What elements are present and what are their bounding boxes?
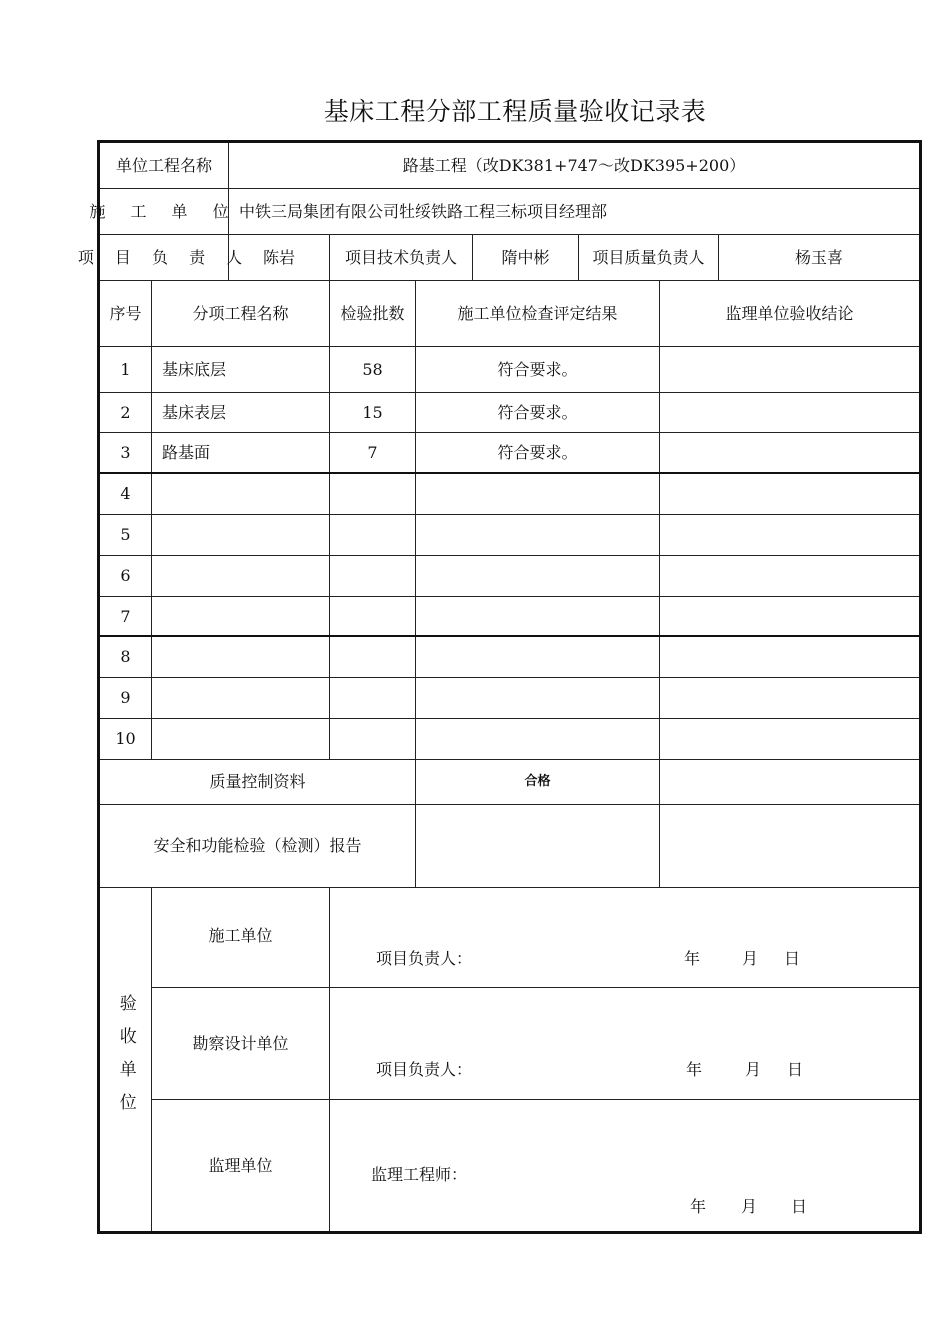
col-header-result: 施工单位检查评定结果 (415, 280, 660, 347)
design-signer: 项目负责人： (376, 1060, 473, 1079)
col-header-conclusion: 监理单位验收结论 (659, 280, 920, 347)
row-conclusion (659, 636, 920, 678)
row-name (151, 677, 330, 719)
design-year: 年 (686, 1060, 703, 1079)
safety-report-label: 安全和功能检验（检测）报告 (99, 804, 416, 888)
row-result (415, 718, 660, 760)
row-conclusion (659, 555, 920, 597)
row-no: 5 (99, 514, 152, 556)
row-name (151, 718, 330, 760)
design-sign-cell (329, 987, 920, 1100)
row-conclusion (659, 514, 920, 556)
tech-leader-label: 项目技术负责人 (329, 234, 473, 281)
row-no: 10 (99, 718, 152, 760)
row-conclusion (659, 677, 920, 719)
row-no: 4 (99, 473, 152, 515)
row-name (151, 636, 330, 678)
row-name (151, 596, 330, 637)
row-conclusion (659, 346, 920, 393)
row-result (415, 514, 660, 556)
row-conclusion (659, 596, 920, 637)
row-result: 符合要求。 (415, 432, 660, 474)
row-result: 符合要求。 (415, 392, 660, 433)
design-label: 勘察设计单位 (151, 987, 330, 1100)
row-batches: 15 (329, 392, 416, 433)
acceptance-label: 验收单位 (115, 993, 136, 1126)
row-name: 路基面 (151, 432, 330, 474)
construction-unit-label: 施 工 单 位 (99, 188, 229, 235)
row-batches (329, 677, 416, 719)
row-result (415, 596, 660, 637)
row-batches (329, 718, 416, 760)
row-no: 6 (99, 555, 152, 597)
row-conclusion (659, 392, 920, 433)
row-name (151, 514, 330, 556)
row-no: 1 (99, 346, 152, 393)
row-no: 7 (99, 596, 152, 637)
row-batches (329, 514, 416, 556)
project-leader-value: 陈岩 (228, 234, 330, 281)
row-conclusion (659, 473, 920, 515)
row-name (151, 555, 330, 597)
separator-line (99, 472, 920, 474)
acceptance-label-cell (99, 887, 152, 1232)
row-batches (329, 596, 416, 637)
safety-report-result (415, 804, 660, 888)
construction-label: 施工单位 (151, 887, 330, 988)
project-leader-label: 项 目 负 责 人 (99, 234, 229, 281)
design-month: 月 (745, 1060, 762, 1079)
page-title: 基床工程分部工程质量验收记录表 (323, 97, 707, 126)
row-batches: 7 (329, 432, 416, 474)
separator-line (99, 635, 920, 637)
row-batches (329, 555, 416, 597)
construction-sign-cell (329, 887, 920, 988)
quality-leader-label: 项目质量负责人 (578, 234, 719, 281)
row-no: 8 (99, 636, 152, 678)
construction-unit-value: 中铁三局集团有限公司牡绥铁路工程三标项目经理部 (228, 188, 920, 235)
unit-project-label: 单位工程名称 (99, 142, 229, 189)
row-name (151, 473, 330, 515)
tech-leader-value: 隋中彬 (472, 234, 579, 281)
row-result (415, 677, 660, 719)
row-name: 基床表层 (151, 392, 330, 433)
safety-report-conclusion (659, 804, 920, 888)
col-header-batches: 检验批数 (329, 280, 416, 347)
quality-leader-value: 杨玉喜 (718, 234, 920, 281)
row-result (415, 636, 660, 678)
supervision-day: 日 (791, 1197, 808, 1216)
row-name: 基床底层 (151, 346, 330, 393)
row-conclusion (659, 718, 920, 760)
col-header-no: 序号 (99, 280, 152, 347)
quality-control-label: 质量控制资料 (99, 759, 416, 805)
supervision-month: 月 (741, 1197, 758, 1216)
supervision-signer: 监理工程师： (371, 1165, 468, 1184)
construction-day: 日 (784, 949, 801, 968)
quality-control-result: 合格 (415, 759, 660, 805)
supervision-year: 年 (690, 1197, 707, 1216)
quality-control-conclusion (659, 759, 920, 805)
supervision-label: 监理单位 (151, 1099, 330, 1232)
construction-month: 月 (742, 949, 759, 968)
construction-signer: 项目负责人： (376, 949, 473, 968)
row-no: 9 (99, 677, 152, 719)
col-header-name: 分项工程名称 (151, 280, 330, 347)
design-day: 日 (787, 1060, 804, 1079)
row-conclusion (659, 432, 920, 474)
row-no: 3 (99, 432, 152, 474)
unit-project-value: 路基工程（改DK381+747～改DK395+200） (228, 142, 920, 189)
row-batches: 58 (329, 346, 416, 393)
row-batches (329, 636, 416, 678)
row-no: 2 (99, 392, 152, 433)
row-batches (329, 473, 416, 515)
construction-year: 年 (684, 949, 701, 968)
row-result (415, 555, 660, 597)
row-result (415, 473, 660, 515)
row-result: 符合要求。 (415, 346, 660, 393)
